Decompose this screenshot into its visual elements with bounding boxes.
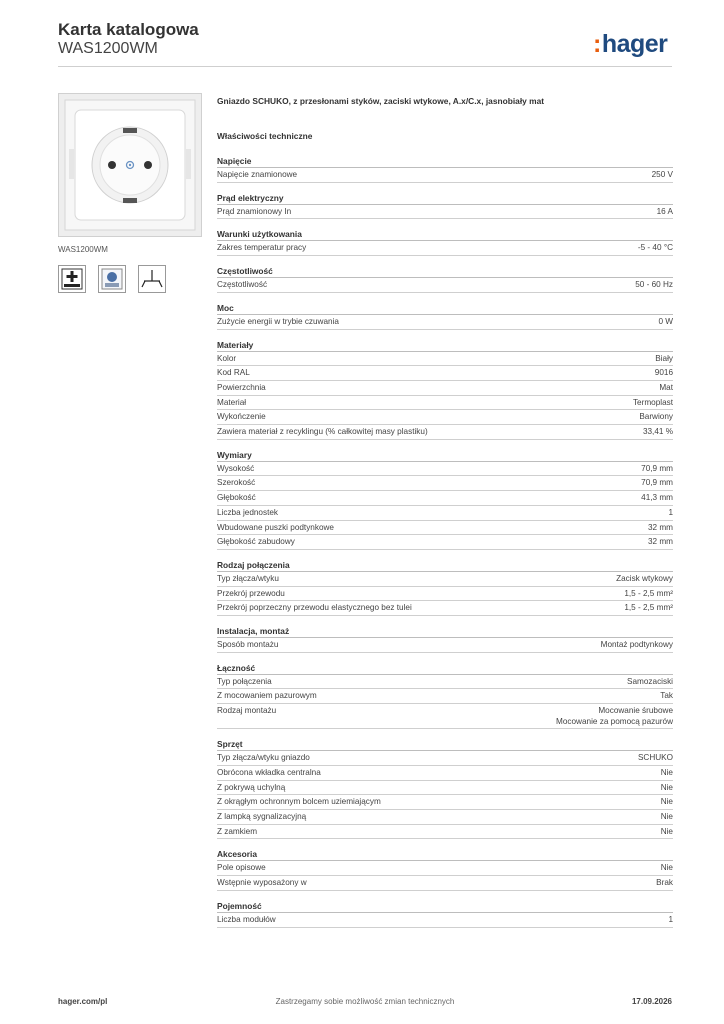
property-value: Samozaciski: [627, 676, 673, 686]
property-value: 250 V: [651, 170, 673, 179]
section-title: Wymiary: [217, 449, 673, 462]
property-row: [217, 205, 673, 220]
property-label: Kolor: [217, 353, 237, 363]
property-value: Nie: [660, 767, 673, 777]
product-description: Gniazdo SCHUKO, z przesłonami styków, zaciski wtykowe, A.x/C.x, jasnobiały mat: [217, 96, 545, 106]
property-value: 70,9 mm: [641, 478, 673, 488]
property-label: Prąd znamionowy In: [217, 206, 292, 216]
section-title: Rodzaj połączenia: [217, 559, 673, 572]
property-row: [217, 810, 673, 825]
property-row: [217, 168, 673, 183]
property-label: Sposób montażu: [217, 640, 279, 650]
property-label: Z lampką sygnalizacyjną: [217, 811, 307, 821]
property-row: [217, 366, 673, 381]
property-label: Głębokość zabudowy: [217, 537, 295, 547]
property-row: [217, 689, 673, 704]
section-title: Materiały: [217, 339, 673, 352]
page-header: [58, 20, 199, 58]
property-label: Wbudowane puszki podtynkowe: [217, 522, 334, 532]
property-row: [217, 876, 673, 891]
property-label: Przekrój przewodu: [217, 588, 285, 598]
property-section: [217, 192, 673, 220]
property-row: [217, 535, 673, 550]
footer-disclaimer: Zastrzegamy sobie możliwość zmian technicznych: [275, 997, 455, 1006]
property-label: Przekrój poprzeczny przewodu elastycznego bez tulei: [217, 603, 412, 613]
property-label: Wstępnie wyposażony w: [217, 878, 307, 888]
document-title: Karta katalogowa: [58, 20, 199, 39]
property-label: Obrócona wkładka centralna: [217, 767, 321, 777]
property-value: Barwiony: [639, 412, 673, 422]
property-section: [217, 228, 673, 256]
property-row: [217, 675, 673, 690]
socket-illustration: [59, 94, 201, 236]
property-row: [217, 425, 673, 440]
product-image: [58, 93, 202, 237]
footer-date: 17.09.2026: [631, 997, 672, 1006]
property-section: [217, 265, 673, 293]
property-value: 0 W: [658, 316, 673, 326]
property-label: Pole opisowe: [217, 863, 266, 873]
property-row: [217, 396, 673, 411]
property-value-line: Mocowanie za pomocą pazurów: [556, 717, 673, 727]
property-row: [217, 704, 673, 729]
property-row: [217, 315, 673, 330]
property-label: Liczba jednostek: [217, 507, 278, 517]
property-row: [217, 491, 673, 506]
section-title: Łączność: [217, 662, 673, 675]
property-row: [217, 476, 673, 491]
ground-symbol-icon: [138, 265, 166, 293]
property-section: [217, 625, 673, 653]
property-value: [556, 705, 673, 727]
property-row: [217, 462, 673, 477]
property-label: Powierzchnia: [217, 382, 266, 392]
property-value: Nie: [660, 782, 673, 792]
property-row: [217, 913, 673, 928]
property-label: Zużycie energii w trybie czuwania: [217, 316, 339, 326]
property-value: Nie: [660, 863, 673, 873]
property-value: 1: [668, 914, 673, 924]
property-value: 1,5 - 2,5 mm²: [624, 603, 673, 613]
property-section: [217, 848, 673, 890]
property-row: [217, 572, 673, 587]
section-title: Warunki użytkowania: [217, 228, 673, 241]
eco-label-icon: [98, 265, 126, 293]
property-value: Nie: [660, 811, 673, 821]
property-section: [217, 559, 673, 616]
logo-text: hager: [601, 30, 668, 58]
property-label: Częstotliwość: [217, 280, 268, 290]
property-label: Szerokość: [217, 478, 256, 488]
technical-content: [217, 96, 673, 937]
property-label: Liczba modułów: [217, 914, 276, 924]
property-row: [217, 601, 673, 616]
property-row: [217, 587, 673, 602]
property-value: 70,9 mm: [641, 463, 673, 473]
property-row: [217, 506, 673, 521]
header-divider: [58, 66, 672, 67]
property-row: [217, 381, 673, 396]
property-value-line: Mocowanie śrubowe: [598, 706, 673, 716]
property-label: Zakres temperatur pracy: [217, 243, 307, 253]
property-value: Montaż podtynkowy: [600, 640, 673, 650]
property-label: Z zamkiem: [217, 826, 258, 836]
section-title: Prąd elektryczny: [217, 192, 673, 205]
section-title: Moc: [217, 302, 673, 315]
property-value: Biały: [655, 353, 673, 363]
section-title: Instalacja, montaż: [217, 625, 673, 638]
property-row: [217, 861, 673, 876]
property-section: [217, 302, 673, 330]
property-row: [217, 766, 673, 781]
property-value: -5 - 40 °C: [637, 243, 673, 253]
properties-sections: [217, 155, 673, 928]
property-label: Z okrągłym ochronnym bolcem uziemiającym: [217, 797, 381, 807]
property-value: 16 A: [656, 206, 673, 216]
property-row: [217, 795, 673, 810]
property-value: 41,3 mm: [641, 493, 673, 503]
certification-badges: [58, 265, 166, 293]
property-row: [217, 410, 673, 425]
property-label: Rodzaj montażu: [217, 706, 277, 716]
property-value: Zacisk wtykowy: [616, 573, 673, 583]
property-value: Brak: [656, 878, 673, 888]
property-value: 32 mm: [647, 522, 673, 532]
property-section: [217, 449, 673, 550]
property-label: Zawiera materiał z recyklingu (% całkowitej masy plastiku): [217, 427, 428, 437]
property-value: SCHUKO: [637, 753, 673, 763]
property-section: [217, 339, 673, 440]
property-label: Typ złącza/wtyku gniazdo: [217, 753, 310, 763]
property-value: 1: [668, 507, 673, 517]
property-value: Nie: [660, 826, 673, 836]
property-section: [217, 155, 673, 183]
property-value: Mat: [659, 382, 673, 392]
section-title: Sprzęt: [217, 738, 673, 751]
property-label: Wysokość: [217, 463, 255, 473]
property-row: [217, 521, 673, 536]
property-value: 1,5 - 2,5 mm²: [624, 588, 673, 598]
property-row: [217, 352, 673, 367]
property-label: Typ połączenia: [217, 676, 272, 686]
property-label: Kod RAL: [217, 368, 250, 378]
section-title: Częstotliwość: [217, 265, 673, 278]
property-section: [217, 738, 673, 839]
property-value: 9016: [654, 368, 673, 378]
section-title: Akcesoria: [217, 848, 673, 861]
property-value: Termoplast: [632, 397, 673, 407]
product-image-caption: WAS1200WM: [58, 245, 108, 254]
property-label: Z pokrywą uchylną: [217, 782, 286, 792]
footer-website-link[interactable]: hager.com/pl: [58, 997, 108, 1006]
property-row: [217, 241, 673, 256]
property-value: 33,41 %: [642, 427, 673, 437]
property-label: Napięcie znamionowe: [217, 170, 298, 179]
property-row: [217, 278, 673, 293]
property-value: 50 - 60 Hz: [635, 280, 673, 290]
property-label: Z mocowaniem pazurowym: [217, 691, 317, 701]
property-row: [217, 638, 673, 653]
property-row: [217, 781, 673, 796]
property-row: [217, 825, 673, 840]
plus-certification-icon: [58, 265, 86, 293]
property-label: Wykończenie: [217, 412, 266, 422]
hager-logo: :hager: [593, 30, 668, 58]
property-value: Nie: [660, 797, 673, 807]
property-value: 32 mm: [647, 537, 673, 547]
property-label: Głębokość: [217, 493, 256, 503]
property-label: Typ złącza/wtyku: [217, 573, 279, 583]
property-value: Tak: [660, 691, 673, 701]
section-title: Pojemność: [217, 900, 673, 913]
product-code: WAS1200WM: [58, 40, 158, 57]
property-row: [217, 751, 673, 766]
properties-heading: Właściwości techniczne: [217, 131, 313, 141]
property-label: Materiał: [217, 397, 247, 407]
section-title: Napięcie: [217, 155, 673, 168]
property-section: [217, 900, 673, 928]
property-section: [217, 662, 673, 729]
